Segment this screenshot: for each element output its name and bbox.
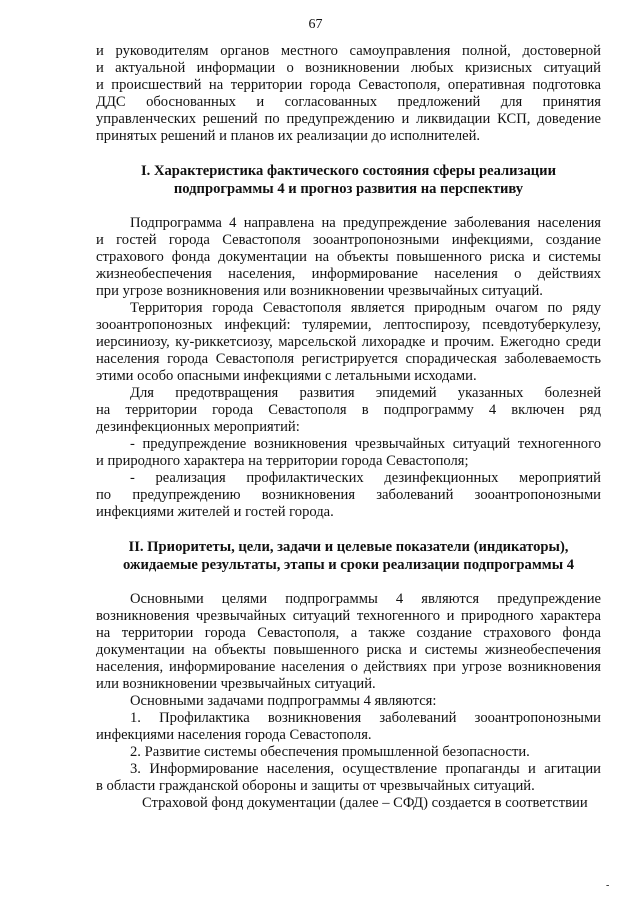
text-line: жизнеобеспечения населения, информирование населения о действиях bbox=[96, 266, 601, 282]
section-gap bbox=[96, 574, 601, 591]
text-line: инфекциями населения города Севастополя. bbox=[96, 727, 372, 743]
text-line: на территории города Севастополя в подпрограмму 4 включен ряд bbox=[96, 402, 601, 418]
text-line: - предупреждение возникновения чрезвычайных ситуаций техногенного bbox=[130, 436, 601, 452]
text-line: на территории города Севастополя, а также создание страхового фонда bbox=[96, 625, 601, 641]
text-line: при угрозе возникновения или возникновении чрезвычайных ситуаций. bbox=[96, 283, 543, 299]
section-heading-line: подпрограммы 4 и прогноз развития на перспективу bbox=[173, 181, 524, 197]
paragraph-5 bbox=[96, 436, 601, 470]
paragraph-11 bbox=[96, 761, 601, 795]
text-line: в области гражданской обороны и защиты от чрезвычайных ситуаций. bbox=[96, 778, 535, 794]
text-line: 3. Информирование населения, осуществление пропаганды и агитации bbox=[130, 761, 601, 777]
section-heading-line: I. Характеристика фактического состояния сферы реализации bbox=[141, 163, 556, 179]
text-line: - реализация профилактических дезинфекционных мероприятий bbox=[130, 470, 601, 486]
section-heading-line: II. Приоритеты, цели, задачи и целевые показатели (индикаторы), bbox=[128, 539, 569, 555]
text-line: страхового фонда документации на объекты повышенного риска и системы bbox=[96, 249, 601, 265]
paragraph-3 bbox=[96, 300, 601, 385]
text-line: по предупреждению возникновения заболеваний зооантропонозными bbox=[96, 487, 601, 503]
section-gap bbox=[96, 521, 601, 538]
paragraph-4 bbox=[96, 385, 601, 436]
section-gap bbox=[96, 145, 601, 162]
text-line: населения города Севастополя регистрируется спорадическая заболеваемость bbox=[96, 351, 601, 367]
section-heading-2 bbox=[96, 538, 601, 574]
section-heading-line: ожидаемые результаты, этапы и сроки реализации подпрограммы 4 bbox=[122, 557, 575, 573]
paragraph-9 bbox=[96, 710, 601, 744]
section-gap bbox=[96, 198, 601, 215]
text-line: населения, информирование населения о действиях при угрозе возникновения bbox=[96, 659, 601, 675]
paragraph-8 bbox=[96, 693, 601, 710]
paragraph-2 bbox=[96, 215, 601, 300]
page-number: 67 bbox=[308, 17, 323, 32]
text-line: и актуальной информации о возникновении любых кризисных ситуаций bbox=[96, 60, 601, 76]
text-line: дезинфекционных мероприятий: bbox=[96, 419, 300, 435]
paragraph-6 bbox=[96, 470, 601, 521]
text-line: зооантропонозных инфекций: туляремии, лептоспирозу, псевдотуберкулезу, bbox=[96, 317, 601, 333]
text-line: принятых решений и планов их реализации до исполнителей. bbox=[96, 128, 481, 144]
text-line: или возникновении чрезвычайных ситуаций. bbox=[96, 676, 376, 692]
text-line: и происшествий на территории города Севастополя, оперативная подготовка bbox=[96, 77, 601, 93]
text-line: иерсиниозу, ку-риккетсиозу, марсельской лихорадке и прочим. Ежегодно среди bbox=[96, 334, 601, 350]
text-line: этими особо опасными инфекциями с летальными исходами. bbox=[96, 368, 477, 384]
text-line: возникновения чрезвычайных ситуаций техногенного и природного характера bbox=[96, 608, 601, 624]
section-heading-1 bbox=[96, 162, 601, 198]
text-line: ДДС обоснованных и согласованных предложений для принятия bbox=[96, 94, 601, 110]
text-line: управленческих решений по предупреждению и ликвидации КСП, доведение bbox=[96, 111, 601, 127]
page-corner-mark: - bbox=[606, 880, 610, 891]
text-line: 1. Профилактика возникновения заболеваний зооантропонозными bbox=[130, 710, 601, 726]
text-line: 2. Развитие системы обеспечения промышленной безопасности. bbox=[130, 744, 530, 760]
text-line: Территория города Севастополя является природным очагом по ряду bbox=[130, 300, 601, 316]
text-line: Основными задачами подпрограммы 4 являются: bbox=[130, 693, 437, 709]
paragraph-10 bbox=[96, 744, 601, 761]
paragraph-7 bbox=[96, 591, 601, 693]
text-line: документации на объекты повышенного риска и системы жизнеобеспечения bbox=[96, 642, 601, 658]
text-line: Для предотвращения развития эпидемий указанных болезней bbox=[130, 385, 601, 401]
document-body bbox=[96, 43, 601, 812]
text-line: Основными целями подпрограммы 4 являются предупреждение bbox=[130, 591, 601, 607]
text-line: Страховой фонд документации (далее – СФД) создается в соответствии bbox=[142, 795, 588, 811]
text-line: инфекциями жителей и гостей города. bbox=[96, 504, 334, 520]
text-line: Подпрограмма 4 направлена на предупреждение заболевания населения bbox=[130, 215, 601, 231]
text-line: и природного характера на территории города Севастополя; bbox=[96, 453, 469, 469]
paragraph-1 bbox=[96, 43, 601, 145]
text-line: и руководителям органов местного самоуправления полной, достоверной bbox=[96, 43, 601, 59]
paragraph-12 bbox=[96, 795, 601, 812]
text-line: и гостей города Севастополя зооантропонозными инфекциями, создание bbox=[96, 232, 601, 248]
